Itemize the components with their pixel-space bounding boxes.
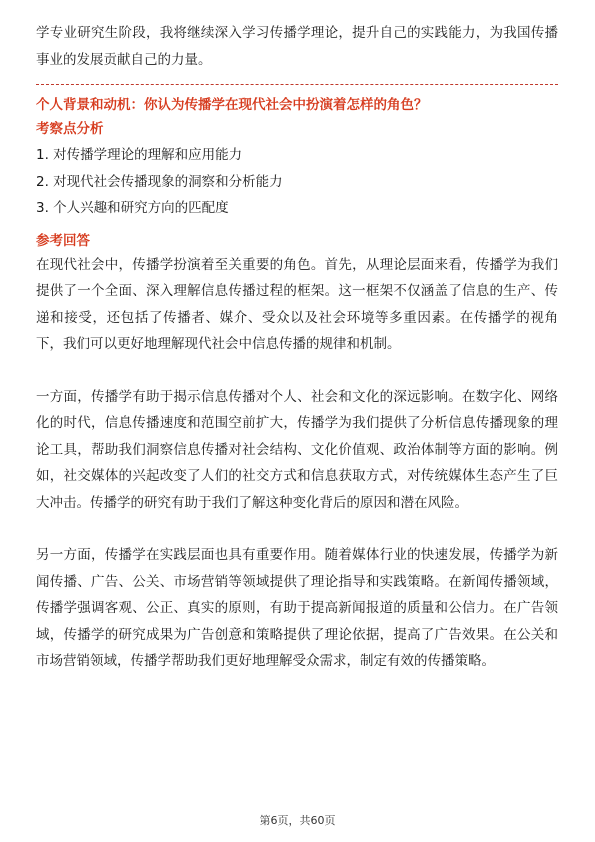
answer-paragraph: 一方面，传播学有助于揭示信息传播对个人、社会和文化的深远影响。在数字化、网络化的时代，信息传播速度和范围空前扩大，传播学为我们提供了分析信息传播现象的理论工具，帮助我们洞察信息传播对社会结构、文化价值观、政治体制等方面的影响。例如，社交媒体的兴起改变了人们的社交方式和信息获取方式，对传统媒体生态产生了巨大冲击。传播学的研究有助于我们了解这种变化背后的原因和潜在风险。 bbox=[36, 388, 558, 511]
section-divider bbox=[36, 84, 558, 85]
question-heading: 个人背景和动机：你认为传播学在现代社会中扮演着怎样的角色？ bbox=[36, 97, 428, 113]
list-item: 1. 对传播学理论的理解和应用能力 bbox=[36, 147, 243, 163]
answer-label: 参考回答 bbox=[36, 232, 90, 249]
list-item: 2. 对现代社会传播现象的洞察和分析能力 bbox=[36, 173, 283, 190]
intro-paragraph: 学专业研究生阶段，我将继续深入学习传播学理论，提升自己的实践能力，为我国传播事业的发展贡献自己的力量。 bbox=[36, 25, 558, 68]
list-item: 3. 个人兴趣和研究方向的匹配度 bbox=[36, 200, 229, 216]
answer-paragraph: 在现代社会中，传播学扮演着至关重要的角色。首先，从理论层面来看，传播学为我们提供了一个全面、深入理解信息传播过程的框架。这一框架不仅涵盖了信息的生产、传递和接受，还包括了传播者、媒介、受众以及社会环境等多重因素。在传播学的视角下，我们可以更好地理解现代社会中信息传播的规律和机制。 bbox=[36, 256, 558, 352]
page-footer: 第6页，共60页 bbox=[259, 814, 336, 827]
analysis-list bbox=[36, 142, 558, 222]
analysis-label: 考察点分析 bbox=[36, 121, 104, 137]
answer-paragraph: 另一方面，传播学在实践层面也具有重要作用。随着媒体行业的快速发展，传播学为新闻传播、广告、公关、市场营销等领域提供了理论指导和实践策略。在新闻传播领域，传播学强调客观、公正、真实的原则，有助于提高新闻报道的质量和公信力。在广告领域，传播学的研究成果为广告创意和策略提供了理论依据，提高了广告效果。在公关和市场营销领域，传播学帮助我们更好地理解受众需求，制定有效的传播策略。 bbox=[36, 547, 558, 669]
page-content bbox=[36, 20, 558, 675]
